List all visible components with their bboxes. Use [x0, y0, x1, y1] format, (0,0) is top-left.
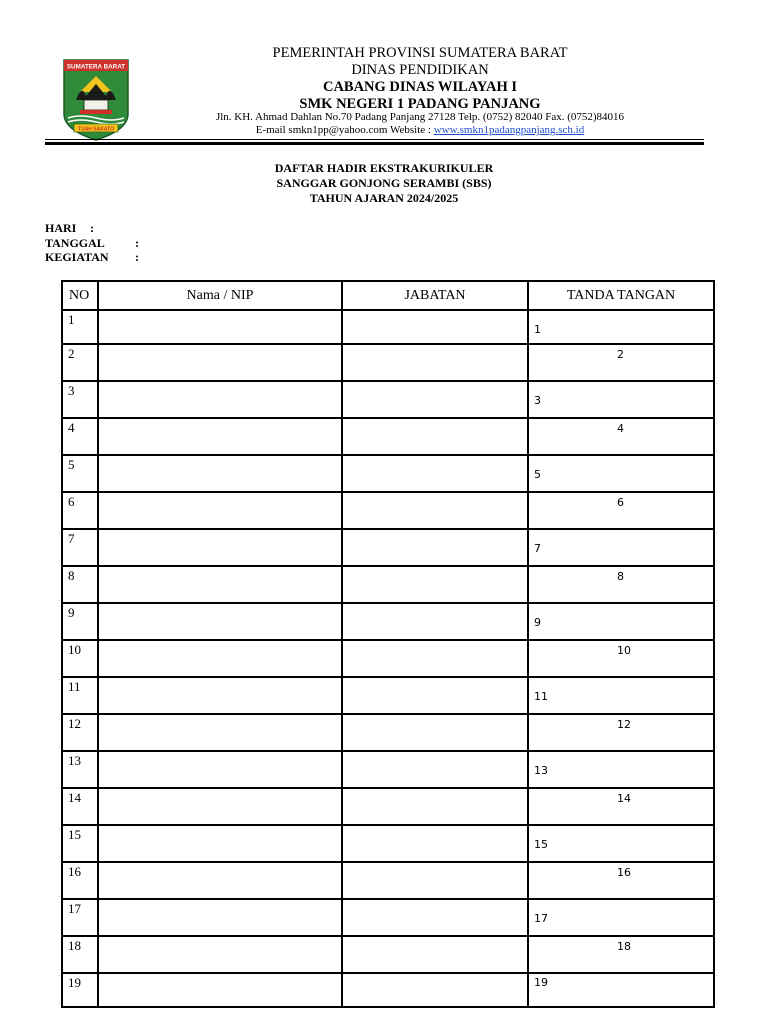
- signature-number: 12: [617, 718, 631, 731]
- table-row: [62, 899, 714, 936]
- signature-area: [529, 604, 713, 638]
- letterhead-thick-rule: [45, 142, 704, 145]
- tanda-tangan-cell[interactable]: [528, 899, 714, 936]
- table-row: [62, 825, 714, 862]
- table-row: [62, 788, 714, 825]
- letterhead-thin-rule: [45, 139, 704, 140]
- logo-banner-bottom-text: TUAH SAKATO: [78, 126, 114, 133]
- jabatan-cell[interactable]: [342, 566, 528, 603]
- nama-cell[interactable]: [98, 714, 342, 751]
- nama-cell[interactable]: [98, 936, 342, 973]
- nama-cell[interactable]: [98, 455, 342, 492]
- signature-number: 18: [617, 940, 631, 953]
- col-header-nama: Nama / NIP: [98, 281, 342, 310]
- tanda-tangan-cell[interactable]: [528, 418, 714, 455]
- nama-cell[interactable]: [98, 566, 342, 603]
- signature-number: 5: [534, 468, 541, 481]
- signature-number: 3: [534, 394, 541, 407]
- signature-area: [529, 456, 713, 490]
- doc-title: DAFTAR HADIR EKSTRAKURIKULER: [274, 161, 494, 175]
- tanda-tangan-cell[interactable]: [528, 455, 714, 492]
- email-text: E-mail smkn1pp@yahoo.com Website :: [255, 124, 434, 136]
- jabatan-cell[interactable]: [342, 936, 528, 973]
- signature-number: 9: [534, 616, 541, 629]
- tanda-tangan-cell[interactable]: [528, 862, 714, 899]
- nama-cell[interactable]: [98, 640, 342, 677]
- jabatan-cell[interactable]: [342, 788, 528, 825]
- table-row: [62, 566, 714, 603]
- row-number: 15: [62, 825, 98, 862]
- signature-number: 7: [534, 542, 541, 555]
- field-kegiatan-label: KEGIATAN: [45, 250, 109, 264]
- tanda-tangan-cell[interactable]: [528, 936, 714, 973]
- nama-cell[interactable]: [98, 310, 342, 344]
- jabatan-cell[interactable]: [342, 344, 528, 381]
- row-number: 11: [62, 677, 98, 714]
- jabatan-cell[interactable]: [342, 714, 528, 751]
- attendance-table: [61, 280, 715, 1008]
- jabatan-cell[interactable]: [342, 492, 528, 529]
- signature-number: 8: [617, 570, 624, 583]
- signature-area: [529, 567, 713, 601]
- field-tanggal-colon: :: [135, 236, 139, 250]
- table-row: [62, 492, 714, 529]
- row-number: 9: [62, 603, 98, 640]
- table-row: [62, 603, 714, 640]
- jabatan-cell[interactable]: [342, 418, 528, 455]
- field-hari-colon: :: [90, 221, 94, 235]
- signature-area: [529, 493, 713, 527]
- row-number: 8: [62, 566, 98, 603]
- nama-cell[interactable]: [98, 381, 342, 418]
- jabatan-cell[interactable]: [342, 862, 528, 899]
- signature-area: [529, 530, 713, 564]
- signature-area: [529, 974, 713, 992]
- nama-cell[interactable]: [98, 603, 342, 640]
- signature-number: 19: [534, 976, 548, 989]
- field-tanggal-label: TANGGAL: [45, 236, 105, 250]
- nama-cell[interactable]: [98, 825, 342, 862]
- letterhead-contact: [170, 124, 670, 136]
- signature-area: [529, 752, 713, 786]
- jabatan-cell[interactable]: [342, 381, 528, 418]
- signature-number: 11: [534, 690, 548, 703]
- signature-number: 14: [617, 792, 631, 805]
- nama-cell[interactable]: [98, 862, 342, 899]
- tanda-tangan-cell[interactable]: [528, 566, 714, 603]
- letterhead-school: SMK NEGERI 1 PADANG PANJANG: [299, 96, 541, 112]
- letterhead-branch: CABANG DINAS WILAYAH I: [322, 79, 518, 95]
- signature-number: 10: [617, 644, 631, 657]
- nama-cell[interactable]: [98, 529, 342, 566]
- tanda-tangan-cell[interactable]: [528, 714, 714, 751]
- row-number: 6: [62, 492, 98, 529]
- signature-area: [529, 419, 713, 453]
- table-row: [62, 381, 714, 418]
- signature-number: 15: [534, 838, 548, 851]
- tanda-tangan-cell[interactable]: [528, 788, 714, 825]
- signature-number: 17: [534, 912, 548, 925]
- row-number: 12: [62, 714, 98, 751]
- row-number: 7: [62, 529, 98, 566]
- jabatan-cell[interactable]: [342, 751, 528, 788]
- table-row: [62, 640, 714, 677]
- row-number: 3: [62, 381, 98, 418]
- website-link[interactable]: www.smkn1padangpanjang.sch.id: [433, 124, 585, 136]
- table-row: [62, 418, 714, 455]
- table-row: [62, 751, 714, 788]
- jabatan-cell[interactable]: [342, 455, 528, 492]
- nama-cell[interactable]: [98, 788, 342, 825]
- row-number: 14: [62, 788, 98, 825]
- signature-area: [529, 311, 713, 339]
- row-number: 13: [62, 751, 98, 788]
- tanda-tangan-cell[interactable]: [528, 677, 714, 714]
- attendance-table-body: [62, 310, 714, 1007]
- table-row: [62, 344, 714, 381]
- sumatera-barat-emblem-logo: [60, 56, 132, 142]
- letterhead-department: DINAS PENDIDIKAN: [351, 62, 489, 78]
- table-row: [62, 677, 714, 714]
- tanda-tangan-cell[interactable]: [528, 344, 714, 381]
- jabatan-cell[interactable]: [342, 899, 528, 936]
- signature-number: 13: [534, 764, 548, 777]
- row-number: 10: [62, 640, 98, 677]
- signature-area: [529, 345, 713, 379]
- signature-area: [529, 826, 713, 860]
- signature-area: [529, 863, 713, 897]
- table-row: [62, 862, 714, 899]
- nama-cell[interactable]: [98, 751, 342, 788]
- tanda-tangan-cell[interactable]: [528, 603, 714, 640]
- signature-number: 4: [617, 422, 624, 435]
- signature-area: [529, 789, 713, 823]
- row-number: 17: [62, 899, 98, 936]
- table-row: [62, 455, 714, 492]
- nama-cell[interactable]: [98, 344, 342, 381]
- nama-cell[interactable]: [98, 677, 342, 714]
- jabatan-cell[interactable]: [342, 677, 528, 714]
- tanda-tangan-cell[interactable]: [528, 310, 714, 344]
- tanda-tangan-cell[interactable]: [528, 529, 714, 566]
- jabatan-cell[interactable]: [342, 825, 528, 862]
- nama-cell[interactable]: [98, 973, 342, 1007]
- logo-banner-top-text: SUMATERA BARAT: [66, 63, 126, 71]
- letterhead-government: PEMERINTAH PROVINSI SUMATERA BARAT: [272, 45, 568, 61]
- nama-cell[interactable]: [98, 899, 342, 936]
- signature-area: [529, 715, 713, 749]
- jabatan-cell[interactable]: [342, 640, 528, 677]
- letterhead-address: Jln. KH. Ahmad Dahlan No.70 Padang Panjang 27128 Telp. (0752) 82040 Fax. (0752)84016: [215, 111, 625, 123]
- doc-subtitle: SANGGAR GONJONG SERAMBI (SBS): [276, 176, 492, 190]
- col-header-no: NO: [62, 281, 98, 310]
- jabatan-cell[interactable]: [342, 973, 528, 1007]
- jabatan-cell[interactable]: [342, 529, 528, 566]
- table-header-row: [62, 281, 714, 310]
- signature-area: [529, 382, 713, 416]
- nama-cell[interactable]: [98, 418, 342, 455]
- tanda-tangan-cell[interactable]: [528, 640, 714, 677]
- signature-number: 1: [534, 323, 541, 336]
- tanda-tangan-cell[interactable]: [528, 825, 714, 862]
- signature-area: [529, 937, 713, 971]
- row-number: 5: [62, 455, 98, 492]
- field-kegiatan-colon: :: [135, 250, 139, 264]
- row-number: 4: [62, 418, 98, 455]
- jabatan-cell[interactable]: [342, 603, 528, 640]
- tanda-tangan-cell[interactable]: [528, 492, 714, 529]
- table-row: [62, 529, 714, 566]
- row-number: 1: [62, 310, 98, 344]
- nama-cell[interactable]: [98, 492, 342, 529]
- jabatan-cell[interactable]: [342, 310, 528, 344]
- doc-school-year: TAHUN AJARAN 2024/2025: [309, 191, 459, 205]
- tanda-tangan-cell[interactable]: [528, 973, 714, 1007]
- col-header-tanda-tangan: TANDA TANGAN: [528, 281, 714, 310]
- signature-area: [529, 678, 713, 712]
- signature-number: 2: [617, 348, 624, 361]
- tanda-tangan-cell[interactable]: [528, 381, 714, 418]
- field-hari-label: HARI: [45, 221, 77, 235]
- row-number: 19: [62, 973, 98, 1007]
- col-header-jabatan: JABATAN: [342, 281, 528, 310]
- table-row: [62, 714, 714, 751]
- table-row: [62, 310, 714, 344]
- signature-area: [529, 641, 713, 675]
- table-row: [62, 973, 714, 1007]
- signature-area: [529, 900, 713, 934]
- row-number: 2: [62, 344, 98, 381]
- row-number: 16: [62, 862, 98, 899]
- table-row: [62, 936, 714, 973]
- signature-number: 6: [617, 496, 624, 509]
- tanda-tangan-cell[interactable]: [528, 751, 714, 788]
- row-number: 18: [62, 936, 98, 973]
- signature-number: 16: [617, 866, 631, 879]
